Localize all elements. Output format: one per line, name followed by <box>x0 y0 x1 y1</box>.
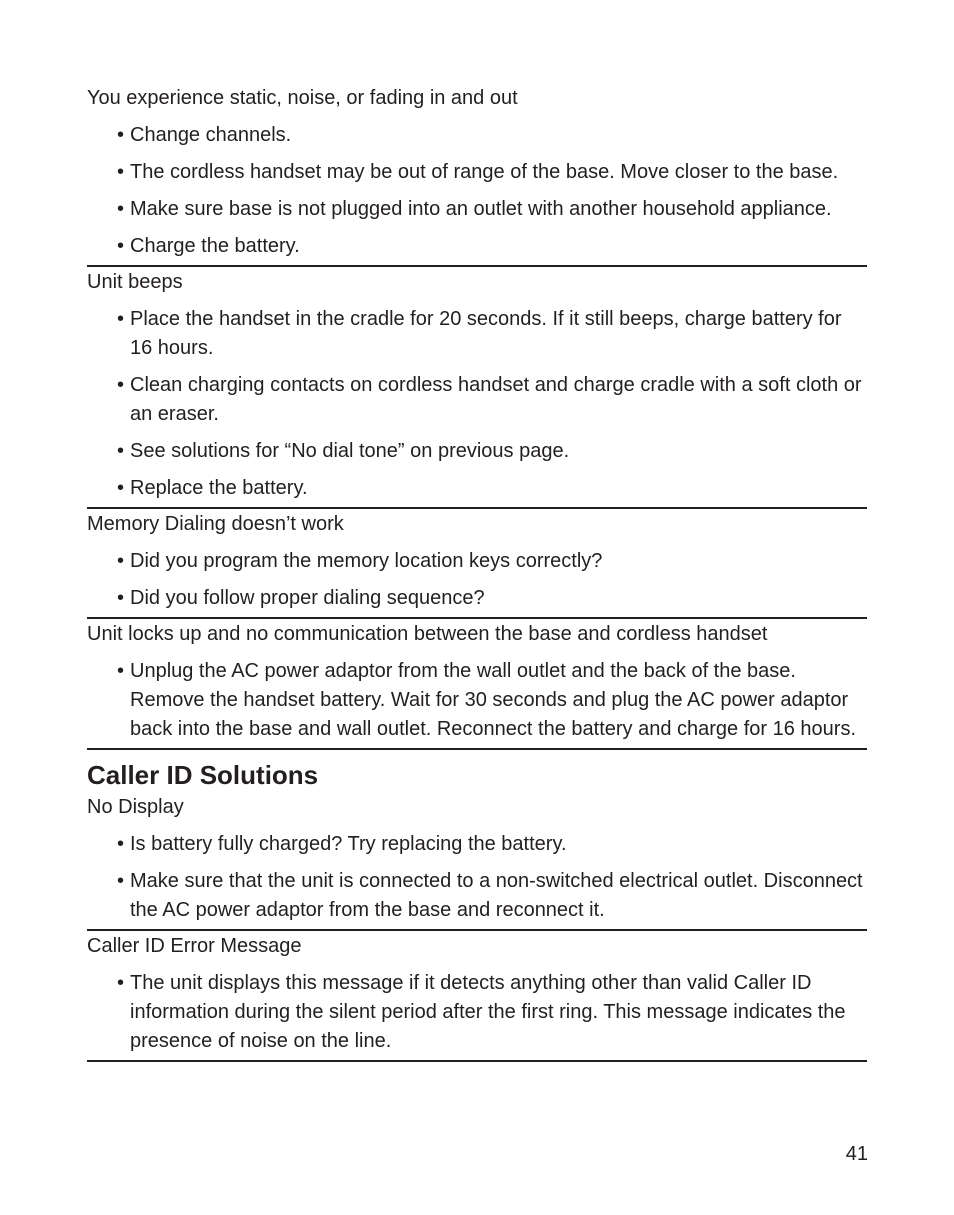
solution-item <box>117 158 867 187</box>
bullet-icon: • <box>117 308 125 330</box>
solution-item <box>117 474 867 503</box>
solution-list <box>87 547 867 613</box>
bullet-icon: • <box>117 870 125 892</box>
bullet-icon: • <box>117 235 125 257</box>
solution-text: Did you program the memory location keys correctly? <box>130 550 603 572</box>
solution-list <box>87 657 867 744</box>
problem-title: Unit locks up and no communication between the base and cordless handset <box>87 623 768 645</box>
solution-item <box>117 547 867 576</box>
solution-list <box>87 830 867 925</box>
solution-item <box>117 121 867 150</box>
solution-text: Make sure base is not plugged into an outlet with another household appliance. <box>130 198 832 220</box>
solution-text: Did you follow proper dialing sequence? <box>130 587 485 609</box>
solution-text: Make sure that the unit is connected to a non-switched electrical outlet. Disconnect the AC power adaptor from the base and reconnect it. <box>130 870 863 921</box>
problem-title: You experience static, noise, or fading in and out <box>87 87 518 109</box>
bullet-icon: • <box>117 587 125 609</box>
solution-item <box>117 371 867 429</box>
solution-item <box>117 969 867 1056</box>
solution-item <box>117 437 867 466</box>
solution-list <box>87 121 867 261</box>
solution-item <box>117 657 867 744</box>
bullet-icon: • <box>117 374 125 396</box>
troubleshooting-section <box>87 619 867 750</box>
solution-item <box>117 232 867 261</box>
troubleshooting-section <box>87 267 867 509</box>
problem-title: Memory Dialing doesn’t work <box>87 513 344 535</box>
problem-title: Caller ID Error Message <box>87 935 302 957</box>
bullet-icon: • <box>117 660 125 682</box>
troubleshooting-section <box>87 83 867 267</box>
troubleshooting-section <box>87 931 867 1062</box>
section-heading: Caller ID Solutions <box>87 760 319 790</box>
solution-text: Replace the battery. <box>130 477 308 499</box>
solution-text: Unplug the AC power adaptor from the wall outlet and the back of the base. Remove the handset battery. Wait for 30 seconds and plug the AC power adaptor back into the base and wall outlet. Reconnect the battery and charge for 16 hours. <box>130 660 857 740</box>
bullet-icon: • <box>117 833 125 855</box>
solution-text: Is battery fully charged? Try replacing the battery. <box>130 833 567 855</box>
solution-list <box>87 305 867 503</box>
solution-item <box>117 830 867 859</box>
solution-list <box>87 969 867 1056</box>
bullet-icon: • <box>117 124 125 146</box>
solution-text: Clean charging contacts on cordless handset and charge cradle with a soft cloth or an eraser. <box>130 374 862 425</box>
troubleshooting-section <box>87 509 867 619</box>
solution-item <box>117 305 867 363</box>
solution-text: Place the handset in the cradle for 20 seconds. If it still beeps, charge battery for 16 hours. <box>130 308 842 359</box>
solution-item <box>117 584 867 613</box>
solution-item <box>117 195 867 224</box>
solution-item <box>117 867 867 925</box>
troubleshooting-section <box>87 792 867 931</box>
solution-text: The unit displays this message if it detects anything other than valid Caller ID information during the silent period after the first ring. This message indicates the presence of noise on the line. <box>130 972 846 1052</box>
bullet-icon: • <box>117 440 125 462</box>
bullet-icon: • <box>117 198 125 220</box>
solution-text: See solutions for “No dial tone” on previous page. <box>130 440 570 462</box>
solution-text: Charge the battery. <box>130 235 300 257</box>
page-number: 41 <box>845 1143 868 1165</box>
solution-text: Change channels. <box>130 124 292 146</box>
phone-solutions-list <box>87 83 867 750</box>
troubleshooting-content <box>87 83 867 1062</box>
problem-title: Unit beeps <box>87 271 183 293</box>
problem-title: No Display <box>87 796 184 818</box>
solution-text: The cordless handset may be out of range of the base. Move closer to the base. <box>130 161 839 183</box>
caller-id-solutions-list <box>87 792 867 1062</box>
bullet-icon: • <box>117 972 125 994</box>
bullet-icon: • <box>117 477 125 499</box>
bullet-icon: • <box>117 161 125 183</box>
bullet-icon: • <box>117 550 125 572</box>
